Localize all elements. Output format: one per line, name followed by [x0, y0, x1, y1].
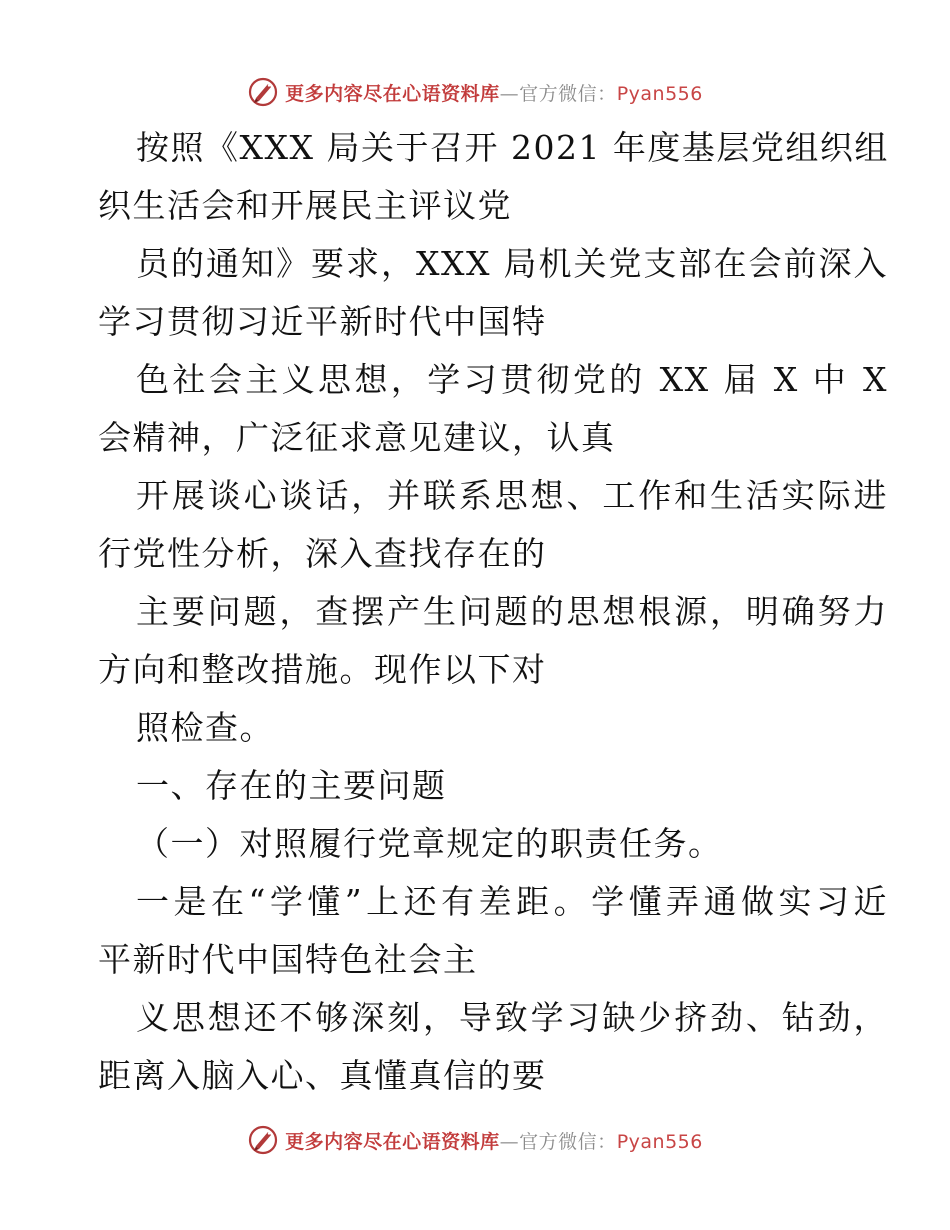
- watermark-separator: —: [499, 1130, 520, 1153]
- pen-logo-icon: [247, 76, 279, 108]
- body-line: 开展谈心谈话，并联系思想、工作和生活实际进: [136, 476, 888, 515]
- watermark-brand: 更多内容尽在心语资料库: [285, 1130, 500, 1153]
- footer-watermark: [0, 1120, 950, 1160]
- pen-logo-icon: [247, 1124, 279, 1156]
- body-line: 主要问题，查摆产生问题的思想根源，明确努力: [136, 592, 888, 631]
- watermark-brand: 更多内容尽在心语资料库: [285, 82, 500, 105]
- watermark-wechat-id: Pyan556: [616, 1130, 703, 1153]
- body-line: 距离入脑入心、真懂真信的要: [98, 1056, 547, 1095]
- watermark-label: 官方微信：: [519, 82, 617, 105]
- section-heading: 一、存在的主要问题: [136, 766, 447, 805]
- body-line: 学习贯彻习近平新时代中国特: [98, 302, 547, 341]
- subsection-heading: （一）对照履行党章规定的职责任务。: [136, 824, 723, 863]
- body-line: 行党性分析，深入查找存在的: [98, 534, 547, 573]
- body-line: 织生活会和开展民主评议党: [98, 186, 512, 225]
- body-line: 义思想还不够深刻，导致学习缺少挤劲、钻劲，: [136, 998, 888, 1037]
- body-line: 一是在“学懂”上还有差距。学懂弄通做实习近: [136, 882, 888, 921]
- body-line: 按照《XXX 局关于召开 2021 年度基层党组织组: [136, 128, 889, 167]
- watermark-separator: —: [499, 82, 520, 105]
- watermark-text: [285, 79, 703, 106]
- body-line: 色社会主义思想，学习贯彻党的 XX 届 X 中 X: [136, 360, 888, 399]
- body-line: 员的通知》要求，XXX 局机关党支部在会前深入: [136, 244, 888, 283]
- body-line: 平新时代中国特色社会主: [98, 940, 478, 979]
- watermark-text: [285, 1127, 703, 1154]
- header-watermark: [0, 72, 950, 112]
- body-line: 照检查。: [136, 708, 274, 747]
- body-line: 方向和整改措施。现作以下对: [98, 650, 547, 689]
- watermark-wechat-id: Pyan556: [616, 82, 703, 105]
- watermark-label: 官方微信：: [519, 1130, 617, 1153]
- body-line: 会精神，广泛征求意见建议，认真: [98, 418, 616, 457]
